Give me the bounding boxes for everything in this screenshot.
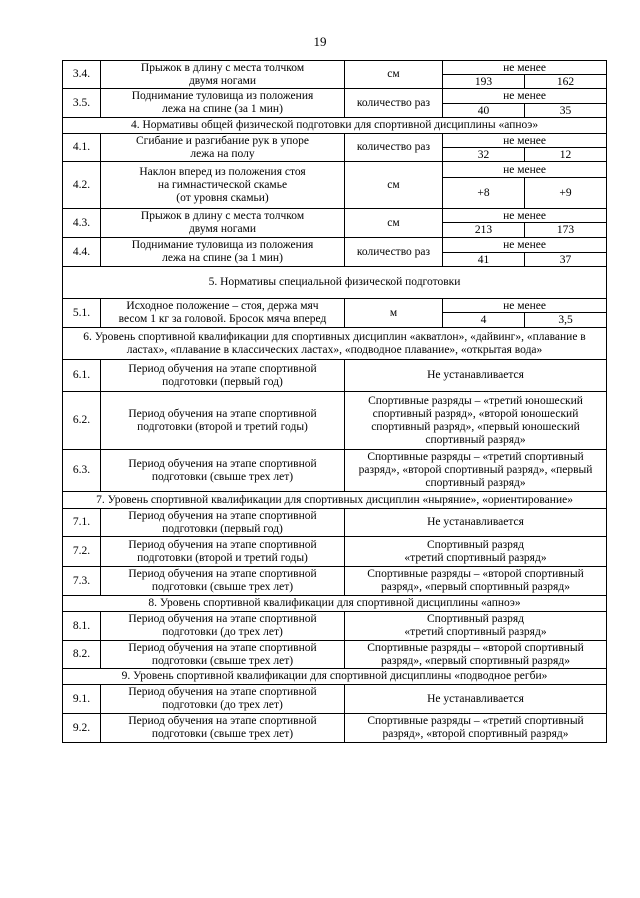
qualification-requirement: Не устанавливается	[345, 360, 607, 392]
min-label: не менее	[443, 61, 607, 75]
unit-cell: количество раз	[345, 134, 443, 162]
min-label: не менее	[443, 162, 607, 178]
value-female: 35	[525, 104, 607, 118]
training-period: Период обучения на этапе спортивной подготовки (второй и третий годы)	[101, 537, 345, 567]
qualification-requirement: Спортивные разряды – «второй спортивный разряд», «первый спортивный разряд»	[345, 567, 607, 596]
section-row	[63, 267, 607, 299]
value-male: 213	[443, 223, 525, 238]
unit-cell: см	[345, 209, 443, 238]
training-period: Период обучения на этапе спортивной подготовки (свыше трех лет)	[101, 714, 345, 743]
qualification-row	[63, 360, 607, 392]
section-heading: 9. Уровень спортивной квалификации для спортивной дисциплины «подводное регби»	[63, 669, 607, 685]
qualification-row	[63, 641, 607, 669]
row-number: 6.2.	[63, 392, 101, 450]
section-heading: 5. Нормативы специальной физической подготовки	[63, 267, 607, 299]
unit-cell: количество раз	[345, 89, 443, 118]
training-period: Период обучения на этапе спортивной подготовки (до трех лет)	[101, 685, 345, 714]
training-period: Период обучения на этапе спортивной подготовки (свыше трех лет)	[101, 641, 345, 669]
section-heading: 8. Уровень спортивной квалификации для спортивной дисциплины «апноэ»	[63, 596, 607, 612]
value-female: 37	[525, 253, 607, 267]
norm-row	[63, 162, 607, 178]
row-number: 3.4.	[63, 61, 101, 89]
qualification-requirement: Не устанавливается	[345, 509, 607, 537]
qualification-row	[63, 612, 607, 641]
unit-cell: количество раз	[345, 238, 443, 267]
value-female: +9	[525, 178, 607, 209]
exercise-name: Сгибание и разгибание рук в упоре лежа на полу	[101, 134, 345, 162]
row-number: 6.1.	[63, 360, 101, 392]
min-label: не менее	[443, 89, 607, 104]
value-male: 4	[443, 313, 525, 328]
row-number: 3.5.	[63, 89, 101, 118]
value-female: 3,5	[525, 313, 607, 328]
min-label: не менее	[443, 134, 607, 148]
unit-cell: см	[345, 162, 443, 209]
qualification-requirement: Не устанавливается	[345, 685, 607, 714]
norm-row	[63, 134, 607, 148]
norm-row	[63, 299, 607, 313]
unit-cell: см	[345, 61, 443, 89]
section-row	[63, 118, 607, 134]
qualification-row	[63, 450, 607, 492]
qualification-row	[63, 509, 607, 537]
qualification-requirement: Спортивные разряды – «третий спортивный разряд», «второй спортивный разряд»	[345, 714, 607, 743]
exercise-name: Исходное положение – стоя, держа мяч весом 1 кг за головой. Бросок мяча вперед	[101, 299, 345, 328]
training-period: Период обучения на этапе спортивной подготовки (свыше трех лет)	[101, 450, 345, 492]
section-heading: 7. Уровень спортивной квалификации для спортивных дисциплин «ныряние», «ориентирование»	[63, 492, 607, 509]
section-row	[63, 328, 607, 360]
value-male: 32	[443, 148, 525, 162]
value-male: 193	[443, 75, 525, 89]
training-period: Период обучения на этапе спортивной подготовки (второй и третий годы)	[101, 392, 345, 450]
min-label: не менее	[443, 209, 607, 223]
section-row	[63, 596, 607, 612]
exercise-name: Поднимание туловища из положения лежа на спине (за 1 мин)	[101, 89, 345, 118]
row-number: 7.3.	[63, 567, 101, 596]
unit-cell: м	[345, 299, 443, 328]
row-number: 4.4.	[63, 238, 101, 267]
training-period: Период обучения на этапе спортивной подготовки (первый год)	[101, 509, 345, 537]
value-male: +8	[443, 178, 525, 209]
row-number: 7.2.	[63, 537, 101, 567]
min-label: не менее	[443, 299, 607, 313]
qualification-row	[63, 392, 607, 450]
row-number: 6.3.	[63, 450, 101, 492]
norm-row	[63, 89, 607, 104]
row-number: 4.3.	[63, 209, 101, 238]
exercise-name: Прыжок в длину с места толчком двумя ногами	[101, 61, 345, 89]
row-number: 4.2.	[63, 162, 101, 209]
exercise-name: Прыжок в длину с места толчком двумя ногами	[101, 209, 345, 238]
value-female: 12	[525, 148, 607, 162]
value-male: 41	[443, 253, 525, 267]
norm-row	[63, 61, 607, 75]
row-number: 8.1.	[63, 612, 101, 641]
row-number: 4.1.	[63, 134, 101, 162]
training-period: Период обучения на этапе спортивной подготовки (первый год)	[101, 360, 345, 392]
value-female: 162	[525, 75, 607, 89]
row-number: 9.2.	[63, 714, 101, 743]
training-period: Период обучения на этапе спортивной подготовки (до трех лет)	[101, 612, 345, 641]
section-row	[63, 492, 607, 509]
qualification-row	[63, 685, 607, 714]
norm-row	[63, 209, 607, 223]
row-number: 8.2.	[63, 641, 101, 669]
page-number: 19	[313, 34, 327, 49]
exercise-name: Поднимание туловища из положения лежа на спине (за 1 мин)	[101, 238, 345, 267]
qualification-requirement: Спортивные разряды – «третий спортивный разряд», «второй спортивный разряд», «первый спортивный разряд»	[345, 450, 607, 492]
value-male: 40	[443, 104, 525, 118]
section-heading: 4. Нормативы общей физической подготовки для спортивной дисциплины «апноэ»	[63, 118, 607, 134]
qualification-row	[63, 537, 607, 567]
row-number: 9.1.	[63, 685, 101, 714]
exercise-name: Наклон вперед из положения стоя на гимнастической скамье (от уровня скамьи)	[101, 162, 345, 209]
qualification-requirement: Спортивные разряды – «второй спортивный разряд», «первый спортивный разряд»	[345, 641, 607, 669]
norm-row	[63, 238, 607, 253]
section-row	[63, 669, 607, 685]
min-label: не менее	[443, 238, 607, 253]
row-number: 7.1.	[63, 509, 101, 537]
qualification-requirement: Спортивный разряд «третий спортивный разряд»	[345, 612, 607, 641]
qualification-row	[63, 567, 607, 596]
training-period: Период обучения на этапе спортивной подготовки (свыше трех лет)	[101, 567, 345, 596]
qualification-requirement: Спортивный разряд «третий спортивный разряд»	[345, 537, 607, 567]
qualification-row	[63, 714, 607, 743]
row-number: 5.1.	[63, 299, 101, 328]
norms-table	[62, 60, 607, 743]
qualification-requirement: Спортивные разряды – «третий юношеский спортивный разряд», «второй юношеский спортивный разряд», «первый юношеский спортивный разряд»	[345, 392, 607, 450]
value-female: 173	[525, 223, 607, 238]
section-heading: 6. Уровень спортивной квалификации для спортивных дисциплин «акватлон», «дайвинг», «плавание в ластах», «плавание в классических ластах», «подводное плавание», «открытая вода»	[63, 328, 607, 360]
